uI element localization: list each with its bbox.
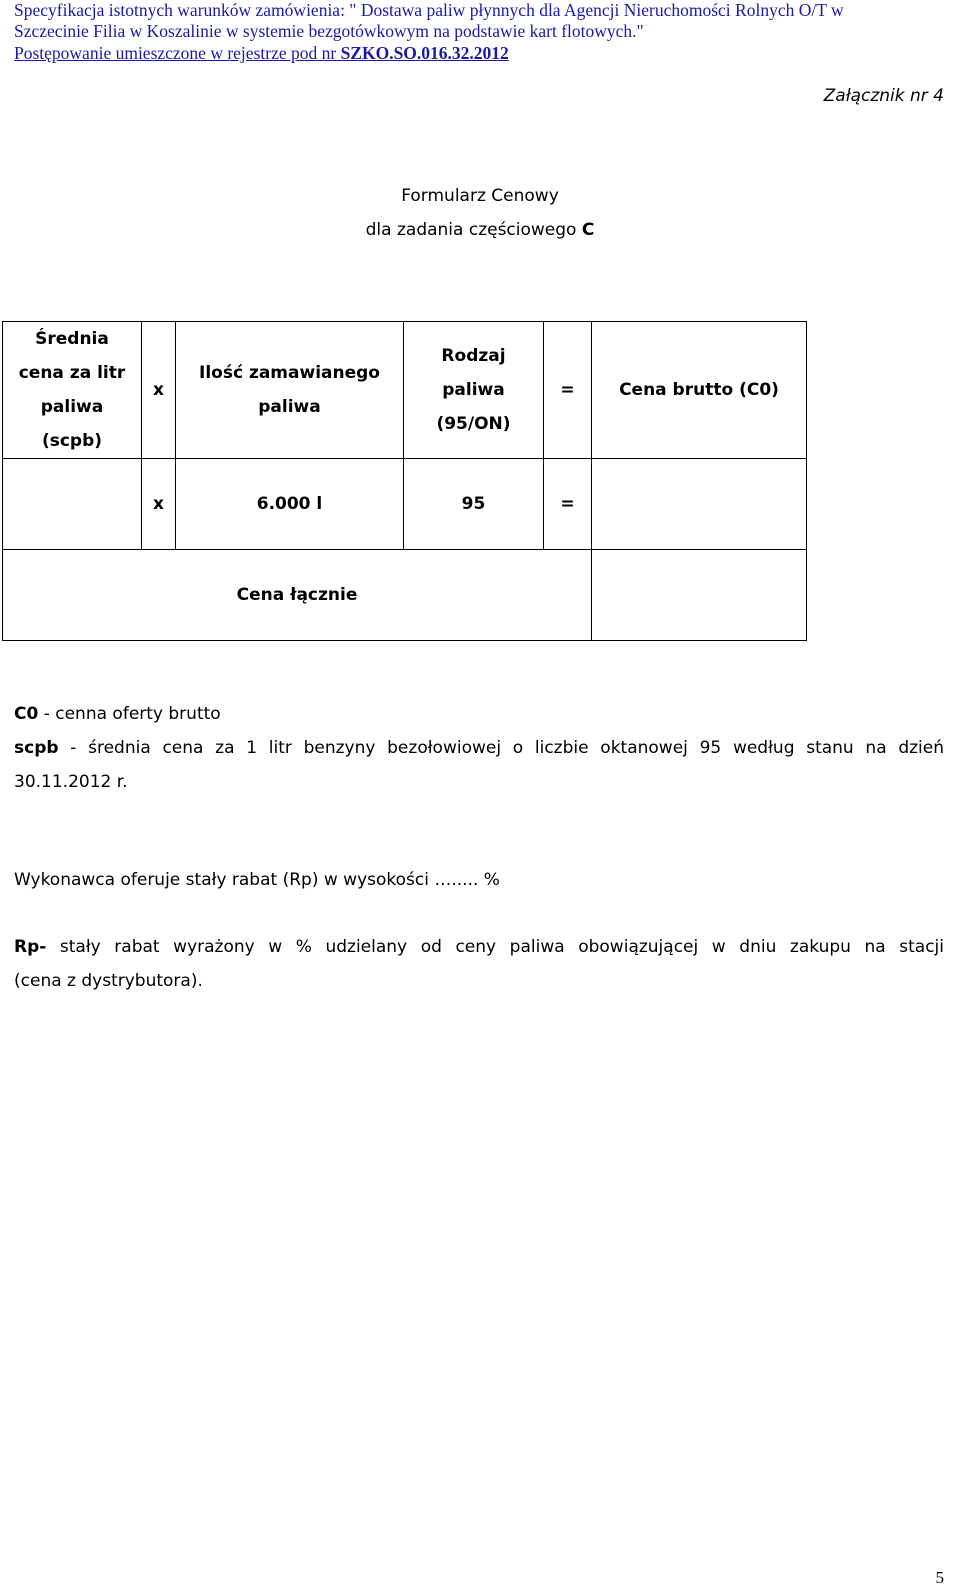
total-value-cell[interactable] [592, 550, 807, 641]
legend-scpb-line1: scpb - średnia cena za 1 litr benzyny bezołowiowej o liczbie oktanowej 95 według stanu na dzień [14, 738, 944, 758]
annex-label: Załącznik nr 4 [823, 86, 944, 106]
table-row [3, 459, 807, 550]
form-title: Formularz Cenowy [401, 186, 559, 206]
page-number: 5 [935, 1568, 944, 1587]
table-total-row [3, 550, 807, 641]
avg-price-cell[interactable] [3, 459, 142, 550]
table-header-row [3, 322, 807, 459]
header-avg-price: Średnia cena za litr paliwa (scpb) [3, 322, 142, 459]
legend-c0: C0 - cenna oferty brutto [14, 704, 221, 724]
legend-scpb-line2: 30.11.2012 r. [14, 772, 128, 792]
form-subtitle [0, 220, 960, 240]
price-table [2, 321, 807, 641]
header-register-number: SZKO.SO.016.32.2012 [340, 43, 509, 63]
header-gross-price: Cena brutto (C0) [592, 322, 807, 459]
equals-sign: = [544, 459, 592, 550]
total-label: Cena łącznie [3, 550, 592, 641]
quantity-cell: 6.000 l [176, 459, 404, 550]
rabat-offer: Wykonawca oferuje stały rabat (Rp) w wysokości …..... % [14, 870, 500, 890]
rp-definition-line2: (cena z dystrybutora). [14, 971, 203, 991]
multiply-sign: x [142, 459, 176, 550]
fuel-type-cell: 95 [404, 459, 544, 550]
header-fuel-type: Rodzaj paliwa (95/ON) [404, 322, 544, 459]
rp-definition-line1: Rp- stały rabat wyrażony w % udzielany od ceny paliwa obowiązującej w dniu zakupu na stacji [14, 937, 944, 957]
header-line-1: Specyfikacja istotnych warunków zamówienia: " Dostawa paliw płynnych dla Agencji Nieruchomości Rolnych O/T w [14, 0, 844, 20]
form-subtitle-letter: C [581, 220, 595, 240]
header-multiply-sign: x [142, 322, 176, 459]
header-line-2: Szczecinie Filia w Koszalinie w systemie bezgotówkowym na podstawie kart flotowych." [14, 21, 644, 41]
gross-price-cell[interactable] [592, 459, 807, 550]
header-quantity: Ilość zamawianego paliwa [176, 322, 404, 459]
header-line-3 [14, 43, 954, 64]
form-subtitle-text: dla zadania częściowego [365, 220, 582, 240]
header-register-text: Postępowanie umieszczone w rejestrze pod nr [14, 43, 341, 63]
header-equals-sign: = [544, 322, 592, 459]
